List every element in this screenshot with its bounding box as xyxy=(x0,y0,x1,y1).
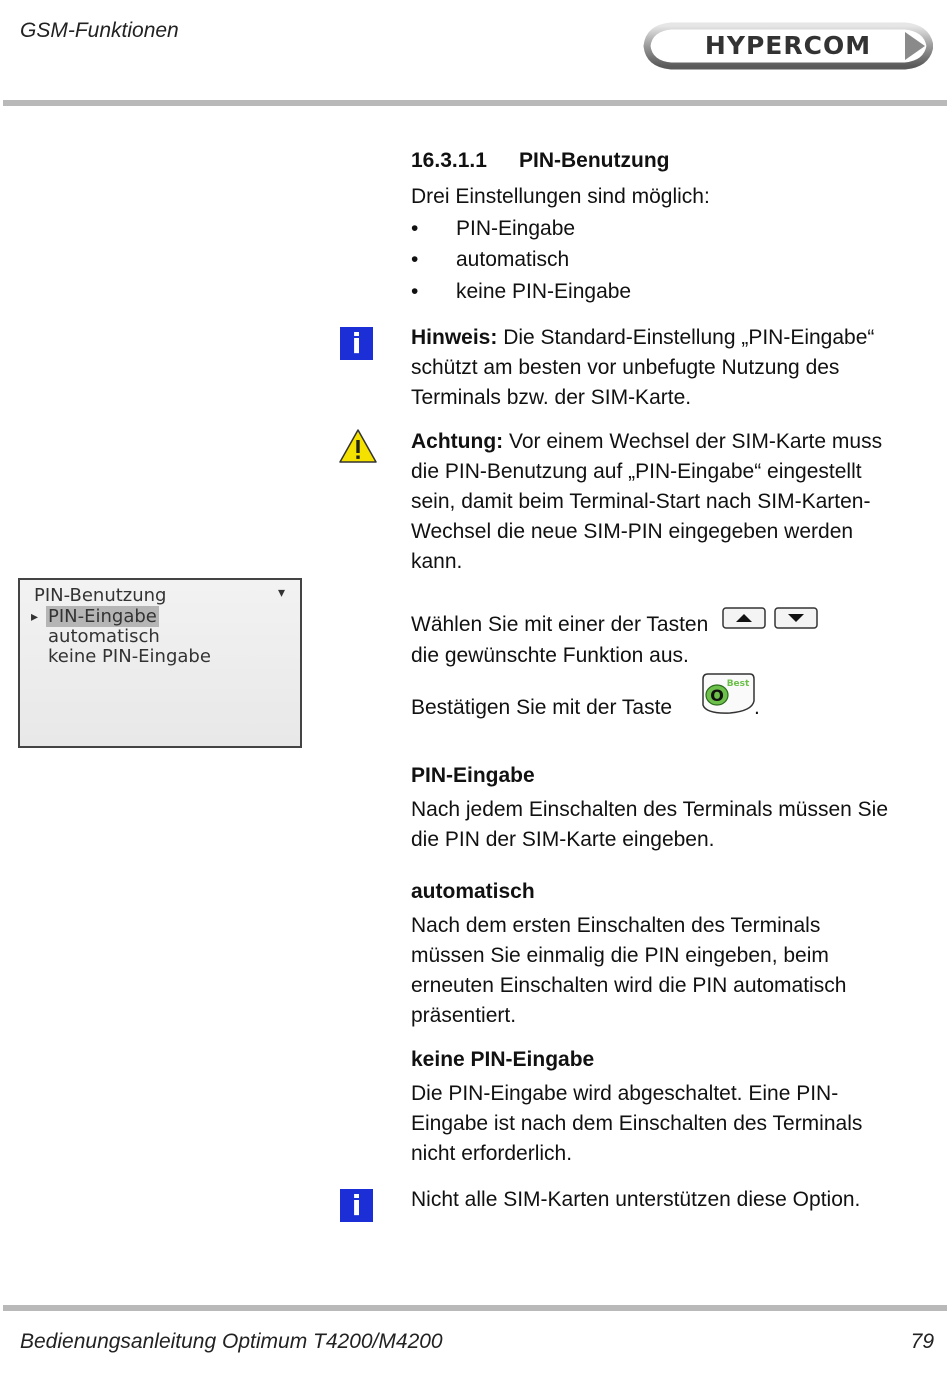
warning-line: Wechsel die neue SIM-PIN eingegeben werden xyxy=(411,520,854,543)
option-description xyxy=(411,1079,936,1169)
display-title: PIN-Benutzung xyxy=(34,585,167,606)
list-item-text: keine PIN-Eingabe xyxy=(456,280,632,303)
section-number: 16.3.1.1 xyxy=(411,149,487,172)
warning-line: Vor einem Wechsel der SIM-Karte muss xyxy=(509,430,883,453)
warning-label: Achtung: xyxy=(411,430,504,453)
footer-manual-title: Bedienungsanleitung Optimum T4200/M4200 xyxy=(20,1330,443,1353)
chapter-title: GSM-Funktionen xyxy=(20,19,179,42)
selection-arrow-icon: ▸ xyxy=(31,609,39,625)
arrow-up-key-icon xyxy=(722,607,766,629)
footer-rule xyxy=(3,1305,947,1311)
option-title: PIN-Eingabe xyxy=(411,764,535,787)
option-line: nicht erforderlich. xyxy=(411,1142,573,1165)
confirm-key-icon xyxy=(700,671,756,717)
note-line: Die Standard-Einstellung „PIN-Eingabe“ xyxy=(503,326,875,349)
scroll-down-icon: ▾ xyxy=(278,585,286,601)
section-heading xyxy=(411,146,669,176)
option-line: erneuten Einschalten wird die PIN automatisch xyxy=(411,974,847,997)
option-line: müssen Sie einmalig die PIN eingeben, beim xyxy=(411,944,829,967)
warning-line: kann. xyxy=(411,550,463,573)
warning-line: die PIN-Benutzung auf „PIN-Eingabe“ eingestellt xyxy=(411,460,862,483)
warning-icon xyxy=(338,428,378,464)
header-rule xyxy=(3,100,947,106)
option-title: keine PIN-Eingabe xyxy=(411,1048,595,1071)
bullet: • xyxy=(411,248,419,271)
page-number: 79 xyxy=(910,1330,934,1353)
option-line: Nach dem ersten Einschalten des Terminals xyxy=(411,914,821,937)
section-title: PIN-Benutzung xyxy=(519,149,670,172)
info-icon: i xyxy=(340,327,373,360)
display-item: keine PIN-Eingabe xyxy=(48,646,211,667)
select-text: Wählen Sie mit einer der Tasten xyxy=(411,613,709,636)
note-line: schützt am besten vor unbefugte Nutzung des xyxy=(411,356,840,379)
hypercom-logo xyxy=(643,18,933,74)
info-icon: i xyxy=(340,1189,373,1222)
display-item-selected: PIN-Eingabe xyxy=(48,606,157,627)
option-description xyxy=(411,911,936,1031)
section-intro: Drei Einstellungen sind möglich: xyxy=(411,185,710,208)
bullet: • xyxy=(411,217,419,240)
note-label: Hinweis: xyxy=(411,326,498,349)
option-description xyxy=(411,795,936,855)
warning-line: sein, damit beim Terminal-Start nach SIM-Karten- xyxy=(411,490,871,513)
select-instruction-line2: die gewünschte Funktion aus. xyxy=(411,644,689,667)
list-item-text: automatisch xyxy=(456,248,570,271)
list-item-text: PIN-Eingabe xyxy=(456,217,576,240)
confirm-text: Bestätigen Sie mit der Taste xyxy=(411,696,673,719)
option-line: die PIN der SIM-Karte eingeben. xyxy=(411,828,715,851)
option-line: präsentiert. xyxy=(411,1004,517,1027)
select-instruction xyxy=(411,610,818,640)
note-achtung xyxy=(411,427,936,577)
confirm-instruction xyxy=(411,693,672,723)
display-item: automatisch xyxy=(48,626,160,647)
confirm-key-glyph: O xyxy=(710,686,724,705)
terminal-display xyxy=(18,578,302,748)
option-title: automatisch xyxy=(411,880,535,903)
logo-text: HYPERCOM xyxy=(704,31,872,60)
option-line: Die PIN-Eingabe wird abgeschaltet. Eine PIN- xyxy=(411,1082,839,1105)
bullet: • xyxy=(411,280,419,303)
note-hinweis xyxy=(411,323,931,413)
note-line: Terminals bzw. der SIM-Karte. xyxy=(411,386,692,409)
option-line: Nach jedem Einschalten des Terminals müssen Sie xyxy=(411,798,889,821)
option-line: Eingabe ist nach dem Einschalten des Terminals xyxy=(411,1112,863,1135)
confirm-key-label: Best xyxy=(726,679,750,689)
arrow-down-key-icon xyxy=(774,607,818,629)
note-sim-support: Nicht alle SIM-Karten unterstützen diese Option. xyxy=(411,1188,861,1211)
confirm-period: . xyxy=(754,696,760,719)
